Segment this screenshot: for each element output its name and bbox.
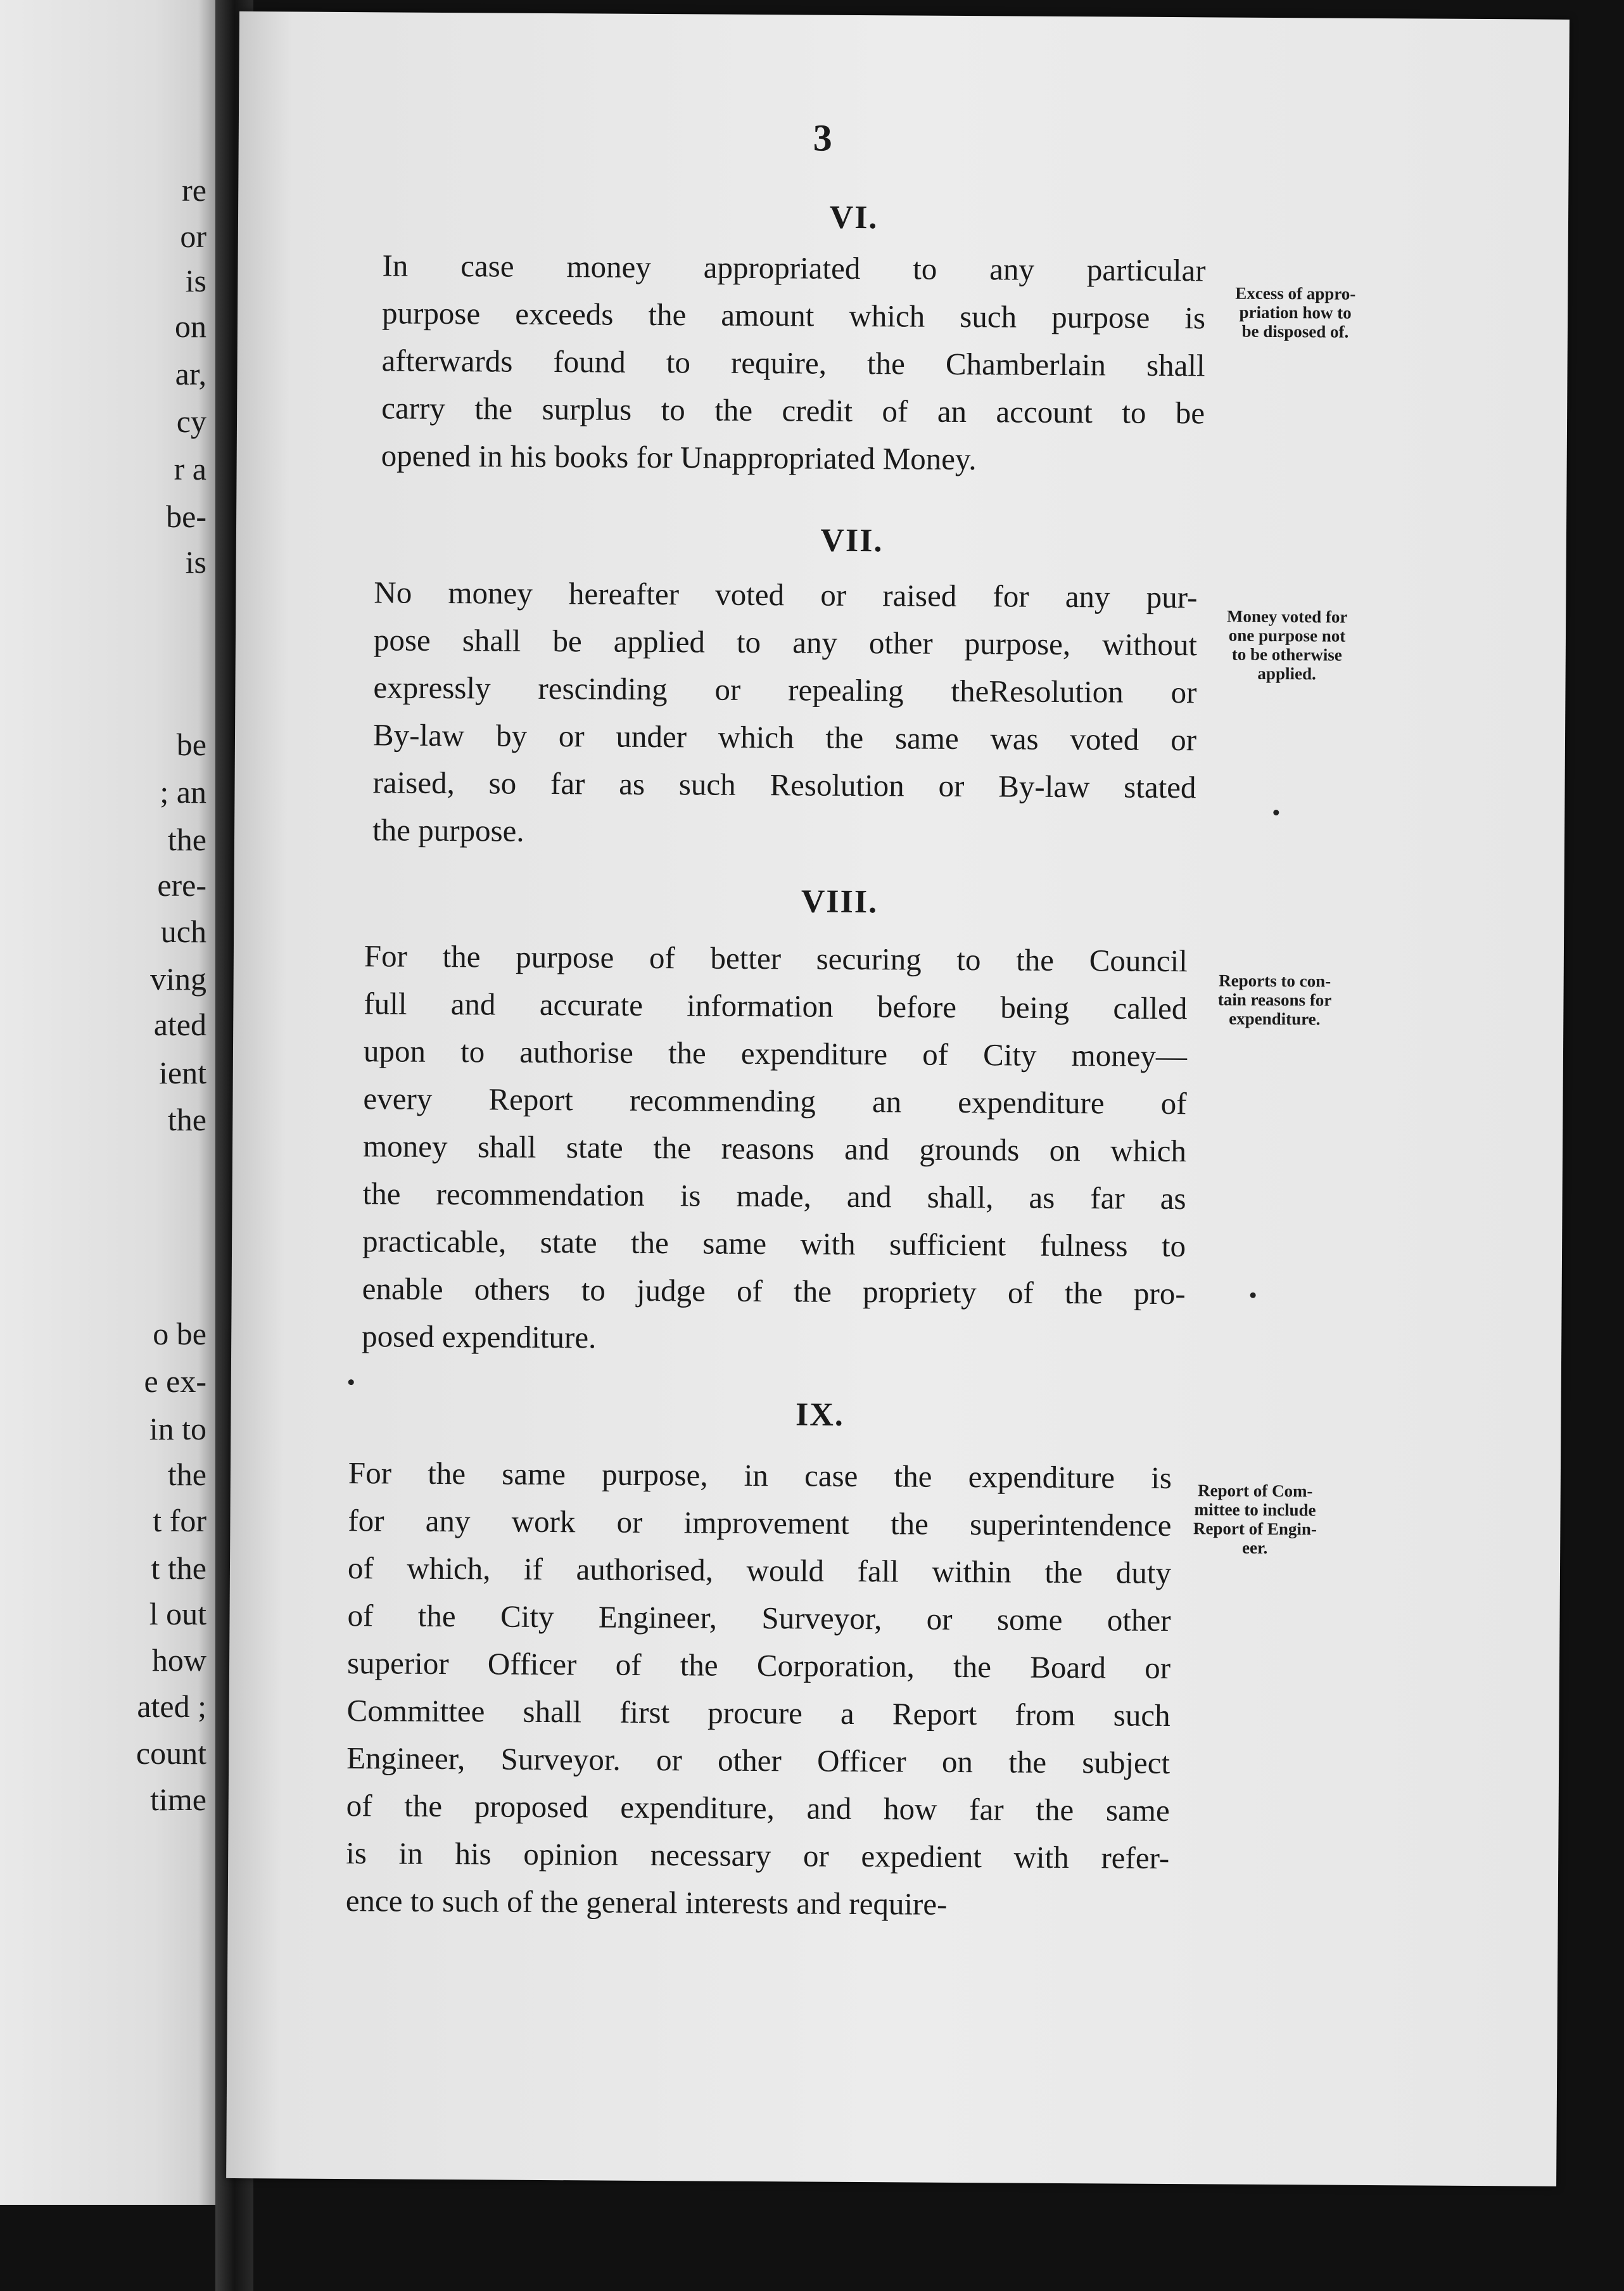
left-page-fragment: o be bbox=[153, 1316, 206, 1351]
text-line: For the same purpose, in case the expenditure is bbox=[348, 1455, 1172, 1496]
text-line: the purpose. bbox=[372, 812, 524, 848]
left-page-fragment: is bbox=[185, 544, 206, 580]
section-vi-text bbox=[381, 241, 1205, 484]
main-page bbox=[226, 11, 1570, 2186]
margin-note-line: to be otherwise bbox=[1231, 644, 1342, 665]
left-page-fragment: re bbox=[182, 172, 206, 208]
text-line: of which, if authorised, would fall within the duty bbox=[347, 1550, 1172, 1591]
left-page-fragment: or bbox=[180, 219, 206, 254]
margin-note-line: Excess of appro- bbox=[1235, 283, 1356, 303]
text-line: In case money appropriated to any particular bbox=[382, 248, 1206, 288]
text-line: every Report recommending an expenditure of bbox=[363, 1081, 1187, 1121]
text-line: No money hereafter voted or raised for any pur- bbox=[374, 575, 1198, 615]
text-line: purpose exceeds the amount which such purpose is bbox=[381, 295, 1206, 336]
text-line: ence to such of the general interests and require- bbox=[345, 1883, 948, 1922]
left-page-fragment: be bbox=[176, 727, 206, 762]
text-line: afterwards found to require, the Chamberlain shall bbox=[381, 343, 1205, 383]
text-line: pose shall be applied to any other purpose, without bbox=[373, 622, 1198, 663]
margin-note-ix bbox=[1160, 1481, 1350, 1558]
text-line: of the proposed expenditure, and how far the same bbox=[346, 1788, 1170, 1828]
section-vii-text bbox=[372, 568, 1198, 858]
text-line: opened in his books for Unappropriated Money. bbox=[381, 438, 977, 477]
margin-note-line: Report of Engin- bbox=[1193, 1519, 1317, 1539]
margin-note-line: tain reasons for bbox=[1217, 990, 1332, 1010]
margin-note-vi bbox=[1200, 283, 1391, 341]
left-page-fragment: the bbox=[167, 1102, 206, 1137]
section-viii-text bbox=[362, 932, 1188, 1365]
left-page-fragment: ated bbox=[153, 1007, 206, 1042]
text-line: full and accurate information before being called bbox=[364, 986, 1188, 1026]
section-heading-vi: VI. bbox=[829, 199, 879, 236]
margin-note-line: eer. bbox=[1242, 1538, 1268, 1557]
margin-note-line: Money voted for bbox=[1226, 606, 1348, 627]
text-line: superior Officer of the Corporation, the Board or bbox=[346, 1645, 1171, 1686]
section-heading-ix: IX. bbox=[795, 1396, 845, 1433]
left-page-fragment: time bbox=[150, 1782, 206, 1817]
left-page-fragment: how bbox=[151, 1642, 206, 1678]
left-page-fragment: count bbox=[136, 1735, 206, 1771]
text-line: Committee shall first procure a Report from such bbox=[346, 1693, 1170, 1733]
text-line: carry the surplus to the credit of an account to be bbox=[381, 390, 1205, 431]
text-line: posed expenditure. bbox=[362, 1318, 597, 1355]
section-ix-text bbox=[346, 1449, 1172, 1929]
left-page-fragment: ar, bbox=[175, 356, 206, 392]
left-page-fragment: t the bbox=[151, 1550, 206, 1586]
ink-speck bbox=[1250, 1292, 1256, 1298]
text-line: enable others to judge of the propriety of the pro- bbox=[362, 1271, 1186, 1311]
left-page-fragment: ere- bbox=[157, 867, 206, 903]
margin-note-line: Reports to con- bbox=[1219, 971, 1331, 991]
left-page-fragment: the bbox=[167, 1457, 206, 1492]
margin-note-line: mittee to include bbox=[1194, 1500, 1316, 1520]
margin-note-line: be disposed of. bbox=[1241, 321, 1349, 341]
text-line: By-law by or under which the same was voted or bbox=[372, 717, 1197, 758]
text-line: upon to authorise the expenditure of City money— bbox=[363, 1033, 1188, 1074]
text-line: money shall state the reasons and grounds on which bbox=[362, 1128, 1187, 1169]
text-line: for any work or improvement the superintendence bbox=[348, 1503, 1172, 1543]
left-page-fragment: cy bbox=[176, 404, 206, 439]
text-line: is in his opinion necessary or expedient with refer- bbox=[346, 1835, 1170, 1876]
text-line: Engineer, Surveyor. or other Officer on the subject bbox=[346, 1740, 1170, 1781]
left-page-fragment: ated ; bbox=[137, 1688, 206, 1724]
text-line: practicable, state the same with sufficient fulness to bbox=[362, 1223, 1186, 1264]
margin-note-vii bbox=[1192, 606, 1383, 684]
margin-note-line: Report of Com- bbox=[1197, 1481, 1313, 1501]
left-page-fragment: on bbox=[175, 309, 206, 344]
ink-speck bbox=[1273, 810, 1279, 815]
section-heading-vii: VII. bbox=[820, 522, 884, 559]
left-page-fragment: uch bbox=[160, 914, 206, 949]
left-page-fragment: t for bbox=[153, 1503, 206, 1538]
left-page-fragment: l out bbox=[149, 1596, 206, 1631]
text-line: For the purpose of better securing to the Council bbox=[364, 938, 1188, 979]
left-page-fragment: r a bbox=[174, 451, 206, 487]
left-page-fragment: ; an bbox=[160, 774, 206, 810]
text-line: of the City Engineer, Surveyor, or some other bbox=[347, 1598, 1171, 1638]
left-page bbox=[0, 0, 220, 2205]
ink-speck bbox=[348, 1379, 354, 1385]
margin-note-line: expenditure. bbox=[1229, 1009, 1321, 1029]
left-page-fragment: ient bbox=[159, 1055, 206, 1090]
text-line: expressly rescinding or repealing theResolution or bbox=[373, 670, 1197, 710]
text-line: the recommendation is made, and shall, as far as bbox=[362, 1176, 1186, 1216]
left-page-fragment: e ex- bbox=[144, 1363, 206, 1399]
left-page-fragment: in to bbox=[149, 1411, 206, 1446]
section-heading-viii: VIII. bbox=[801, 883, 879, 921]
left-page-fragment: the bbox=[167, 822, 206, 857]
left-page-fragment: is bbox=[185, 263, 206, 298]
margin-note-viii bbox=[1179, 971, 1370, 1029]
left-page-fragment: be- bbox=[166, 499, 206, 534]
text-line: raised, so far as such Resolution or By-law stated bbox=[372, 765, 1196, 805]
page-number: 3 bbox=[813, 117, 832, 159]
margin-note-line: applied. bbox=[1257, 663, 1316, 684]
margin-note-line: one purpose not bbox=[1228, 625, 1346, 646]
margin-note-line: priation how to bbox=[1239, 302, 1352, 322]
left-page-fragment: ving bbox=[150, 961, 206, 997]
